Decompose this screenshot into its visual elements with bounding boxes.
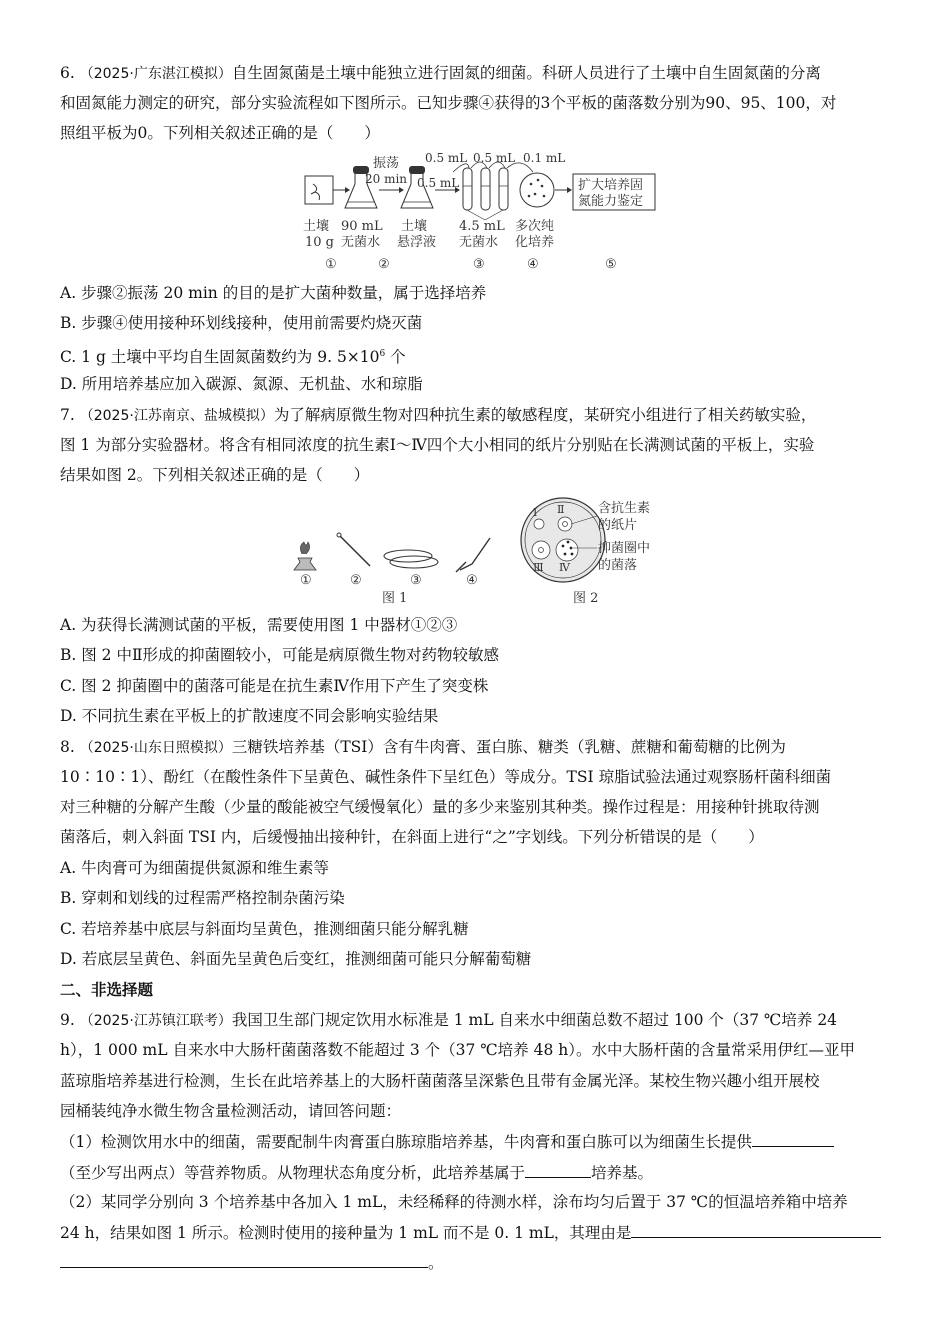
alcohol-lamp-flame-icon (300, 542, 309, 554)
q6-cap1-a: 土壤 (303, 219, 330, 234)
q6-cap3-a: 土壤 (401, 219, 428, 234)
q6-step5: ⑤ (605, 257, 617, 272)
q9-stem-line3: 蓝琼脂培养基进行检测，生长在此培养基上的大肠杆菌菌落呈深紫色且带有金属光泽。某校生物兴趣小组开展校 (60, 1072, 820, 1090)
q9-blank-medium-type[interactable] (525, 1161, 591, 1178)
q7-fig1-caption: 图 1 (382, 591, 408, 606)
q8-source: （2025·山东日照模拟） (79, 740, 232, 756)
q6-option-a: A. 步骤②振荡 20 min 的目的是扩大菌种数量，属于选择培养 (60, 284, 487, 302)
q9-part2-line3: 。 (60, 1251, 444, 1274)
q8-option-a: A. 牛肉膏可为细菌提供氮源和维生素等 (60, 859, 330, 877)
q7-stem-line2: 图 1 为部分实验器材。将含有相同浓度的抗生素Ⅰ～Ⅳ四个大小相同的纸片分别贴在长满测试菌的平板上，实验 (60, 436, 815, 454)
q6-step4: ④ (527, 257, 539, 272)
q9-blank-reason-1[interactable] (631, 1221, 881, 1238)
q7-ann1-a: 含抗生素 (598, 501, 651, 516)
q9-part2-line1: （2）某同学分别向 3 个培养基中各加入 1 mL，未经稀释的待测水样，涂布均匀后置于 37 ℃的恒温培养箱中培养 (60, 1193, 848, 1211)
q6-option-d: D. 所用培养基应加入碳源、氮源、无机盐、水和琼脂 (60, 375, 423, 393)
q6-experiment-flow-figure (295, 150, 665, 274)
q7-stem-line1: 7. （2025·江苏南京、盐城模拟）为了解病原微生物对四种抗生素的敏感程度，某研究小组进行了相关药敏实验， (60, 406, 817, 424)
q6-volume-label-3: 0.1 mL (523, 151, 566, 165)
q6-stem-line2: 和固氮能力测定的研究，部分实验流程如下图所示。已知步骤④获得的3个平板的菌落数分别为90、95、100，对 (60, 94, 837, 112)
q7-fig2-caption: 图 2 (573, 591, 599, 606)
q8-option-d: D. 若底层呈黄色、斜面先呈黄色后变红，推测细菌可能只分解葡萄糖 (60, 950, 532, 968)
q6-volume-label-1: 0.5 mL (425, 151, 468, 165)
q7-option-d: D. 不同抗生素在平板上的扩散速度不同会影响实验结果 (60, 707, 439, 725)
glass-rod-icon (340, 536, 370, 566)
q7-source: （2025·江苏南京、盐城模拟） (79, 408, 274, 424)
q7-tool3: ③ (410, 573, 422, 588)
q8-option-b: B. 穿刺和划线的过程需严格控制杂菌污染 (60, 889, 345, 907)
q6-step2: ② (378, 257, 390, 272)
q7-option-a: A. 为获得长满测试菌的平板，需要使用图 1 中器材①②③ (60, 616, 458, 634)
section-heading-nonchoice: 二、非选择题 (60, 980, 154, 999)
q6-stem-line1: 6. （2025·广东湛江模拟）自生固氮菌是土壤中能独立进行固氮的细菌。科研人员进行了土壤中自生固氮菌的分离 (60, 64, 821, 82)
q9-stem-line4: 园桶装纯净水微生物含量检测活动，请回答问题： (60, 1102, 402, 1120)
q6-box-line2: 氮能力鉴定 (578, 194, 644, 209)
q7-stem-line3: 结果如图 2。下列相关叙述正确的是（ ） (60, 466, 370, 484)
q6-box-line1: 扩大培养固 (578, 178, 644, 193)
q6-shake-label: 振荡 (373, 156, 400, 171)
q7-tool2: ② (350, 573, 362, 588)
q7-figure-1-equipment (288, 526, 498, 606)
q6-time-label: 20 min (365, 172, 408, 186)
q7-option-b: B. 图 2 中Ⅱ形成的抑菌圈较小，可能是病原微生物对药物较敏感 (60, 646, 499, 664)
q9-part1-line2: （至少写出两点）等营养物质。从物理状态角度分析，此培养基属于 培养基。 (60, 1161, 653, 1184)
q9-blank-nutrients[interactable] (752, 1130, 834, 1147)
q6-cap5-a: 多次纯 (515, 219, 555, 234)
q6-stem-line3: 照组平板为0。下列相关叙述正确的是（ ） (60, 124, 380, 142)
q6-step1: ① (325, 257, 337, 272)
q8-stem-line2: 10∶10∶1）、酚红（在酸性条件下呈黄色、碱性条件下呈红色）等成分。TSI 琼脂试验法通过观察肠杆菌科细菌 (60, 768, 832, 786)
q7-disc-4: Ⅳ (559, 561, 570, 574)
q6-option-b: B. 步骤④使用接种环划线接种，使用前需要灼烧灭菌 (60, 314, 423, 332)
q7-tool4: ④ (466, 573, 478, 588)
q9-source: （2025·江苏镇江联考） (79, 1013, 232, 1029)
q7-disc-2: Ⅱ (557, 503, 565, 516)
q6-cap2-b: 无菌水 (341, 235, 381, 250)
q6-cap4-a: 4.5 mL (459, 219, 505, 234)
q8-stem-line1: 8. （2025·山东日照模拟）三糖铁培养基（TSI）含有牛肉膏、蛋白胨、糖类（乳糖、蔗糖和葡萄糖的比例为 (60, 738, 786, 756)
q7-ann1-b: 的纸片 (598, 518, 638, 533)
q6-cap3-b: 悬浮液 (397, 235, 437, 250)
q7-tool1: ① (300, 573, 312, 588)
q6-option-c: C. 1 g 土壤中平均自生固氮菌数约为 9. $5\times 10^6$ 个 (60, 348, 406, 367)
q6-cap2-a: 90 mL (341, 219, 383, 234)
q6-cap5-b: 化培养 (515, 235, 555, 250)
q7-disc-1: Ⅰ (533, 506, 538, 519)
q6-volume-label-4: 0.5 mL (417, 176, 460, 190)
q6-cap1-b: 10 g (305, 235, 334, 250)
q7-ann2-a: 抑菌圈中 (598, 541, 651, 556)
q9-part2-line2: 24 h，结果如图 1 所示。检测时使用的接种量为 1 mL 而不是 0. 1 mL，其理由是 (60, 1221, 881, 1244)
spreader-icon (460, 538, 490, 570)
q6-step3: ③ (473, 257, 485, 272)
q6-source: （2025·广东湛江模拟） (79, 66, 232, 82)
q9-blank-reason-2[interactable] (60, 1251, 428, 1268)
q8-option-c: C. 若培养基中底层与斜面均呈黄色，推测细菌只能分解乳糖 (60, 920, 469, 938)
q7-ann2-b: 的菌落 (598, 558, 638, 573)
q7-disc-3: Ⅲ (533, 561, 544, 574)
q6-cap4-b: 无菌水 (459, 235, 499, 250)
q8-stem-line3: 对三种糖的分解产生酸（少量的酸能被空气缓慢氧化）量的多少来鉴别其种类。操作过程是：用接种针挑取待测 (60, 798, 820, 816)
q9-stem-line2: h），1 000 mL 自来水中大肠杆菌菌落数不能超过 3 个（37 ℃培养 48 h）。水中大肠杆菌的含量常采用伊红—亚甲 (60, 1041, 855, 1059)
q6-volume-label-2: 0.5 mL (473, 151, 516, 165)
q7-figure-2-plate (505, 496, 675, 606)
q7-option-c: C. 图 2 抑菌圈中的菌落可能是在抗生素Ⅳ作用下产生了突变株 (60, 677, 489, 695)
q9-stem-line1: 9. （2025·江苏镇江联考）我国卫生部门规定饮用水标准是 1 mL 自来水中细菌总数不超过 100 个（37 ℃培养 24 (60, 1011, 838, 1029)
q9-part1-line1: （1）检测饮用水中的细菌，需要配制牛肉膏蛋白胨琼脂培养基，牛肉膏和蛋白胨可以为细菌生长提供 (60, 1130, 834, 1153)
q8-stem-line4: 菌落后，刺入斜面 TSI 内，后缓慢抽出接种针，在斜面上进行“之”字划线。下列分析错误的是（ ） (60, 828, 764, 846)
